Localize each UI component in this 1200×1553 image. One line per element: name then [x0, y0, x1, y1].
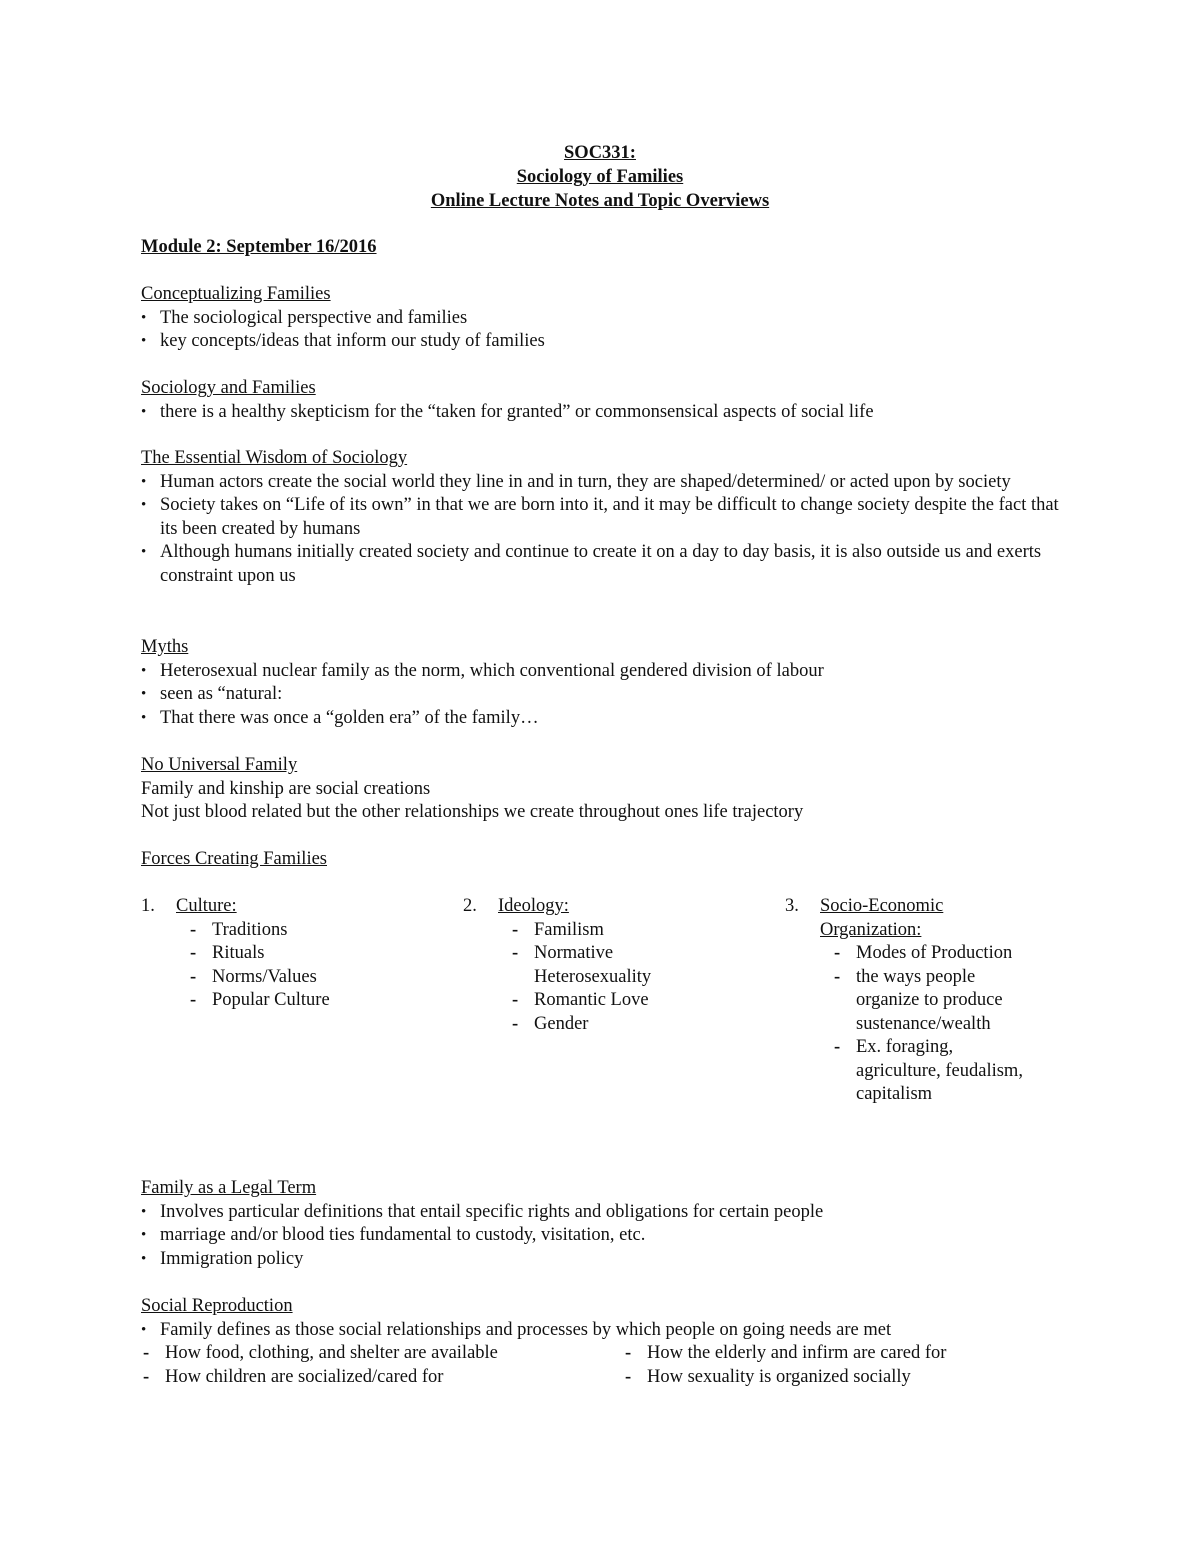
list-number: 3.: [785, 896, 799, 916]
course-title: Sociology of Families: [516, 167, 684, 187]
dash-item: - How the elderly and infirm are cared for: [623, 1342, 1073, 1366]
bullet-item: • That there was once a “golden era” of the family…: [141, 707, 1081, 731]
text-line: Family and kinship are social creations: [141, 778, 431, 799]
section-conceptualizing: [141, 283, 1081, 354]
bullet-item: • marriage and/or blood ties fundamental to custody, visitation, etc.: [141, 1224, 1081, 1248]
bullet-item: • there is a healthy skepticism for the “taken for granted” or commonsensical aspects of social life: [141, 401, 1081, 425]
forces-column-socio-economic: [785, 895, 1075, 1107]
bullet-item: • Although humans initially created society and continue to create it on a day to day basis, it is also outside us and exerts constraint upon us: [141, 541, 1071, 588]
bullet-item: • key concepts/ideas that inform our study of families: [141, 330, 1081, 354]
dash-item: - Traditions: [188, 919, 441, 943]
dash-item: - Familism: [510, 919, 670, 943]
section-myths: [141, 636, 1081, 730]
forces-column-culture: [141, 895, 441, 1013]
section-heading: No Universal Family: [141, 755, 298, 775]
section-heading: Sociology and Families: [141, 378, 316, 398]
column-title: Ideology:: [498, 896, 569, 916]
section-heading: Conceptualizing Families: [141, 284, 331, 304]
list-number: 2.: [463, 896, 477, 916]
dash-item: - How children are socialized/cared for: [141, 1366, 611, 1390]
dash-item: - Norms/Values: [188, 966, 441, 990]
dash-item: - Rituals: [188, 942, 441, 966]
bullet-item: • Heterosexual nuclear family as the norm, which conventional gendered division of labour: [141, 660, 1081, 684]
section-social-reproduction: [141, 1295, 1081, 1342]
section-heading: Social Reproduction: [141, 1296, 293, 1316]
section-heading: Family as a Legal Term: [141, 1178, 317, 1198]
section-essential-wisdom: [141, 447, 1071, 588]
course-code: SOC331:: [564, 143, 636, 163]
dash-item: - Gender: [510, 1013, 670, 1037]
section-heading-forces: Forces Creating Families: [141, 849, 327, 869]
section-legal-term: [141, 1177, 1081, 1271]
text-line: Not just blood related but the other relationships we create throughout ones life trajectory: [141, 802, 804, 822]
forces-column-ideology: [463, 895, 703, 1036]
dash-item: - Popular Culture: [188, 989, 441, 1013]
bullet-item: • seen as “natural:: [141, 683, 1081, 707]
dash-item: - Modes of Production: [832, 942, 1042, 966]
social-reproduction-list-right: [623, 1342, 1073, 1389]
social-reproduction-list-left: [141, 1342, 611, 1389]
dash-item: - Normative Heterosexuality: [510, 942, 670, 989]
bullet-item: • Human actors create the social world they line in and in turn, they are shaped/determined/ or acted upon by society: [141, 471, 1071, 495]
module-heading: Module 2: September 16/2016: [141, 237, 377, 257]
dash-item: - Romantic Love: [510, 989, 670, 1013]
dash-item: - How sexuality is organized socially: [623, 1366, 1073, 1390]
dash-item: - the ways people organize to produce sustenance/wealth: [832, 966, 1042, 1037]
dash-item: - How food, clothing, and shelter are available: [141, 1342, 611, 1366]
column-title: Socio-Economic Organization:: [820, 896, 944, 940]
list-number: 1.: [141, 896, 155, 916]
section-heading: The Essential Wisdom of Sociology: [141, 448, 408, 468]
bullet-item: • The sociological perspective and families: [141, 307, 1081, 331]
section-no-universal-family: [141, 754, 1081, 825]
bullet-item: • Immigration policy: [141, 1248, 1081, 1272]
document-subtitle: Online Lecture Notes and Topic Overviews: [430, 191, 770, 211]
column-title: Culture:: [176, 896, 237, 916]
bullet-item: • Society takes on “Life of its own” in that we are born into it, and it may be difficult to change society despite the fact that its been created by humans: [141, 494, 1071, 541]
section-heading: Myths: [141, 637, 189, 657]
dash-item: - Ex. foraging, agriculture, feudalism, capitalism: [832, 1036, 1042, 1107]
bullet-item: • Family defines as those social relationships and processes by which people on going needs are met: [141, 1319, 1081, 1343]
bullet-item: • Involves particular definitions that entail specific rights and obligations for certain people: [141, 1201, 1081, 1225]
section-sociology-families: [141, 377, 1081, 424]
